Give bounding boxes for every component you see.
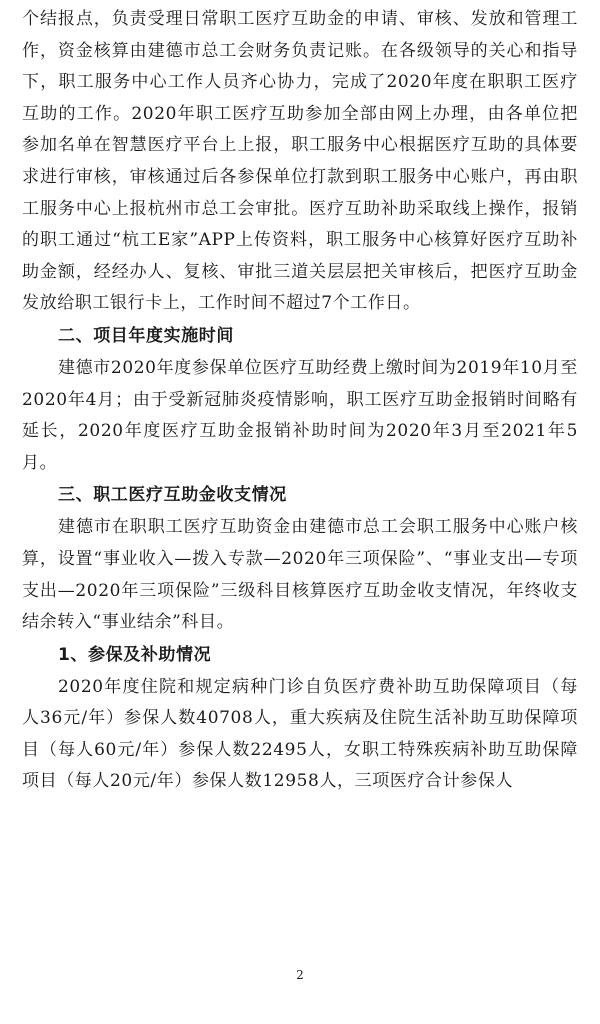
paragraph-implementation-time: 建德市2020年度参保单位医疗互助经费上缴时间为2019年10月至2020年4月；由于受新冠肺炎疫情影响，职工医疗互助金报销时间略有延长，2020年度医疗互助金报销补助时间为2020年3月至2021年5月。 xyxy=(22,357,578,473)
subsection-heading-enrollment-subsidy: 1、参保及补助情况 xyxy=(58,644,212,665)
page-number: 2 xyxy=(296,968,304,982)
paragraph-fund-accounting: 建德市在职职工医疗互助资金由建德市总工会职工服务中心账户核算，设置“事业收入—拨入专款—2020年三项保险”、“事业支出—专项支出—2020年三项保险”三级科目核算医疗互助金收支情况，年终收支结余转入“事业结余”科目。 xyxy=(22,517,578,633)
section-heading-implementation-time: 二、项目年度实施时间 xyxy=(58,325,234,346)
paragraph-enrollment-figures: 2020年度住院和规定病种门诊自负医疗费补助互助保障项目（每人36元/年）参保人数40708人，重大疾病及住院生活补助互助保障项目（每人60元/年）参保人数22495人，女职工特殊疾病补助互助保障项目（每人20元/年）参保人数12958人，三项医疗合计参保人 xyxy=(22,676,578,792)
section-heading-fund-income-expenditure: 三、职工医疗互助金收支情况 xyxy=(58,485,287,506)
paragraph-continuation: 个结报点，负责受理日常职工医疗互助金的申请、审核、发放和管理工作，资金核算由建德市总工会财务负责记账。在各级领导的关心和指导下，职工服务中心工作人员齐心协力，完成了2020年度在职职工医疗互助的工作。2020年职工医疗互助参加全部由网上办理，由各单位把参加名单在智慧医疗平台上上报，职工服务中心根据医疗互助的具体要求进行审核，审核通过后各参保单位打款到职工服务中心账户，再由职工服务中心上报杭州市总工会审批。医疗互助补助采取线上操作，报销的职工通过“杭工E家”APP上传资料，职工服务中心核算好医疗互助补助金额，经经办人、复核、审批三道关层层把关审核后，把医疗互助金发放给职工银行卡上，工作时间不超过7个工作日。 xyxy=(22,9,578,314)
document-body xyxy=(22,4,578,798)
